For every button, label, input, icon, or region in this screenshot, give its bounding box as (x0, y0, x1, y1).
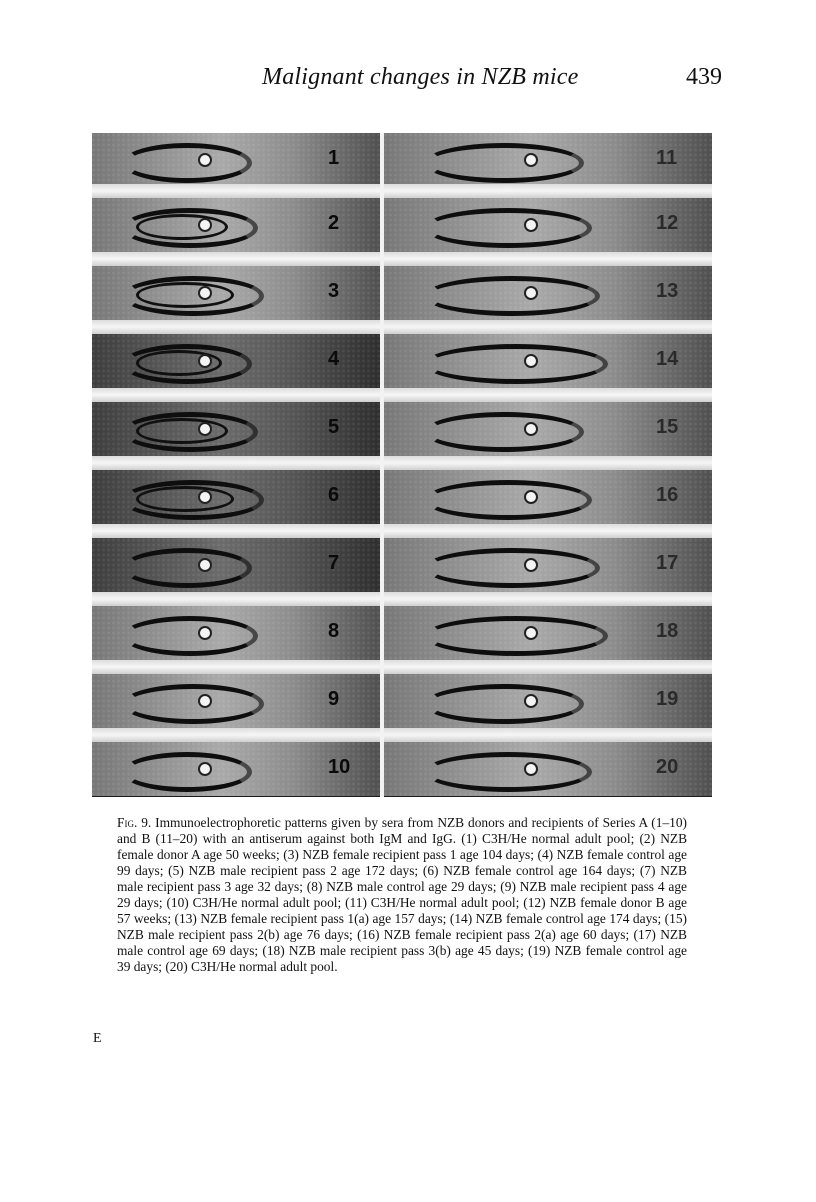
precipitin-arc (122, 548, 252, 588)
strip-number-label: 1 (328, 147, 340, 169)
page-number: 439 (686, 64, 722, 90)
gel-strip (384, 266, 712, 320)
antigen-well (198, 354, 212, 368)
inner-precipitin-arc (136, 214, 228, 240)
precipitin-arc (424, 684, 584, 724)
strip-separator (384, 456, 712, 470)
strip-separator (92, 456, 380, 470)
strip-number-label: 7 (328, 552, 340, 574)
running-title: Malignant changes in NZB mice (262, 64, 579, 90)
strip-number-label: 3 (328, 280, 340, 302)
antigen-well (524, 422, 538, 436)
antigen-well (524, 762, 538, 776)
strip-number-label: 20 (656, 756, 679, 778)
strip-number-label: 4 (328, 348, 340, 370)
antigen-well (198, 490, 212, 504)
antigen-well (198, 153, 212, 167)
gel-strip (92, 334, 380, 388)
strip-number-label: 8 (328, 620, 340, 642)
antigen-well (524, 153, 538, 167)
strip-number-label: 9 (328, 688, 340, 710)
strip-separator (92, 320, 380, 334)
antigen-well (524, 490, 538, 504)
caption-label: Fig. 9. (117, 815, 152, 830)
antigen-well (198, 626, 212, 640)
gel-strip (92, 266, 380, 320)
strip-number-label: 11 (656, 147, 678, 169)
gel-strip (384, 606, 712, 660)
strip-separator (92, 660, 380, 674)
strip-separator (384, 320, 712, 334)
strip-number-label: 6 (328, 484, 340, 506)
antigen-well (524, 218, 538, 232)
figure-caption (117, 815, 687, 975)
precipitin-arc (424, 344, 608, 384)
strip-separator (92, 388, 380, 402)
precipitin-arc (424, 616, 608, 656)
strip-number-label: 12 (656, 212, 679, 234)
antigen-well (198, 218, 212, 232)
strip-number-label: 18 (656, 620, 679, 642)
antigen-well (524, 558, 538, 572)
strip-number-label: 5 (328, 416, 340, 438)
strip-number-label: 14 (656, 348, 679, 370)
gel-strip (92, 470, 380, 524)
gel-strip (92, 742, 380, 796)
strip-separator (384, 184, 712, 198)
strip-separator (92, 252, 380, 266)
strip-number-label: 13 (656, 280, 679, 302)
inner-precipitin-arc (136, 282, 234, 308)
strip-number-label: 16 (656, 484, 679, 506)
precipitin-arc (122, 143, 252, 183)
gel-strip (92, 133, 380, 184)
gel-strip (384, 538, 712, 592)
immunoelectrophoresis-figure (92, 133, 712, 797)
gel-strip (384, 133, 712, 184)
strip-separator (384, 524, 712, 538)
antigen-well (198, 694, 212, 708)
antigen-well (198, 422, 212, 436)
antigen-well (524, 354, 538, 368)
inner-precipitin-arc (136, 418, 228, 444)
strip-separator (92, 184, 380, 198)
antigen-well (524, 626, 538, 640)
precipitin-arc (424, 548, 600, 588)
antigen-well (198, 558, 212, 572)
strip-separator (384, 252, 712, 266)
antigen-well (524, 694, 538, 708)
strip-separator (92, 592, 380, 606)
precipitin-arc (424, 143, 584, 183)
strip-number-label: 10 (328, 756, 351, 778)
strip-number-label: 19 (656, 688, 679, 710)
strip-separator (384, 728, 712, 742)
gel-strip (384, 674, 712, 728)
strip-separator (384, 388, 712, 402)
strip-number-label: 17 (656, 552, 679, 574)
precipitin-arc (424, 480, 592, 520)
series-b-column (384, 133, 712, 797)
precipitin-arc (424, 412, 584, 452)
antigen-well (198, 286, 212, 300)
strip-separator (384, 592, 712, 606)
gel-strip (92, 674, 380, 728)
strip-separator (92, 728, 380, 742)
strip-number-label: 15 (656, 416, 679, 438)
precipitin-arc (122, 684, 264, 724)
antigen-well (524, 286, 538, 300)
gel-strip (384, 402, 712, 456)
series-a-column (92, 133, 380, 797)
inner-precipitin-arc (136, 486, 234, 512)
gel-strip (92, 402, 380, 456)
gel-strip (384, 334, 712, 388)
caption-text: Immunoelectrophoretic patterns given by sera from NZB donors and recipients of Series A (1–10) and B (11–20) with an antiserum against both IgM and IgG. (1) C3H/He normal adult pool; (2) NZB female donor A age 50 weeks; (3) NZB female recipient pass 1 age 104 days; (4) NZB female control age 99 days; (5) NZB male recipient pass 2 age 172 days; (6) NZB female control age 164 days; (7) NZB male recipient pass 3 age 32 days; (8) NZB male control age 29 days; (9) NZB male recipient pass 4 age 29 days; (10) C3H/He normal adult pool; (11) C3H/He normal adult pool; (12) NZB female donor B age 57 weeks; (13) NZB female recipient pass 1(a) age 157 days; (14) NZB female control age 174 days; (15) NZB male recipient pass 2(b) age 76 days; (16) NZB female recipient pass 2(a) age 60 days; (17) NZB male control age 69 days; (18) NZB male recipient pass 3(b) age 45 days; (19) NZB female control age 39 days; (20) C3H/He normal adult pool. (117, 815, 687, 974)
strip-separator (92, 524, 380, 538)
precipitin-arc (122, 752, 252, 792)
gel-strip (384, 470, 712, 524)
antigen-well (198, 762, 212, 776)
gel-strip (384, 742, 712, 796)
signature-mark: E (93, 1031, 102, 1046)
strip-number-label: 2 (328, 212, 340, 234)
strip-separator (384, 660, 712, 674)
precipitin-arc (424, 208, 592, 248)
precipitin-arc (122, 616, 258, 656)
gel-strip (92, 538, 380, 592)
precipitin-arc (424, 276, 600, 316)
gel-strip (92, 606, 380, 660)
gel-strip (92, 198, 380, 252)
precipitin-arc (424, 752, 592, 792)
gel-strip (384, 198, 712, 252)
